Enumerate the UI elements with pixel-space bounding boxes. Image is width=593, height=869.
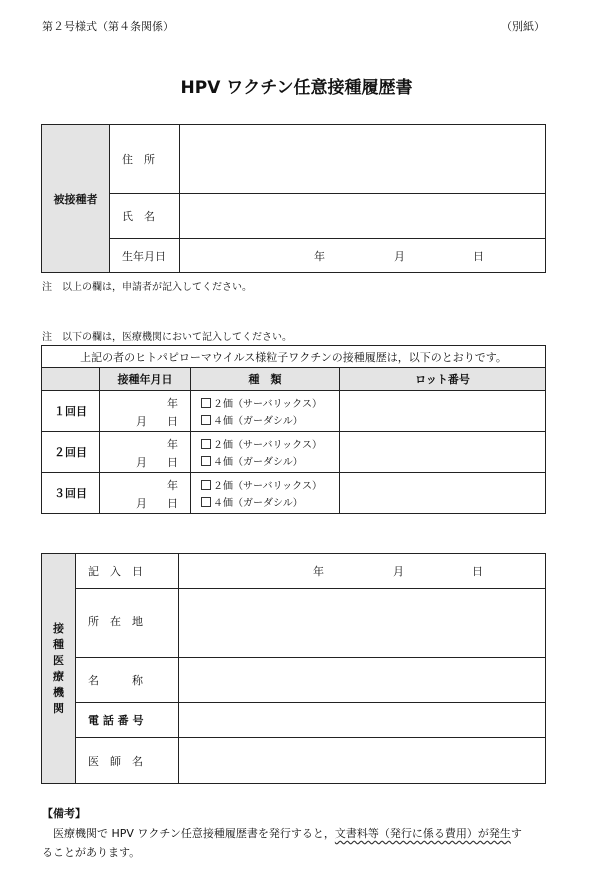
- date-year: 年: [167, 438, 178, 451]
- history-header-blank: [42, 368, 100, 391]
- table-row: [42, 473, 546, 514]
- institution-table: [41, 553, 546, 784]
- table-row: [42, 432, 546, 473]
- institution-char: 種: [53, 637, 64, 651]
- header-vaccine-type: 種 類: [191, 368, 340, 391]
- header-lot-number: ロット番号: [340, 368, 546, 391]
- location-label: 所 在 地: [76, 589, 179, 658]
- phone-field[interactable]: [179, 703, 546, 738]
- fill-date-label: 記 入 日: [76, 554, 179, 589]
- dob-year: 年: [314, 249, 325, 263]
- vaccination-history-table: [41, 345, 546, 514]
- doctor-field[interactable]: [179, 738, 546, 784]
- vaccine-type-cell: [191, 473, 340, 514]
- lot-number-field[interactable]: [340, 473, 546, 514]
- bivalent-label: ２価（サーバリックス）: [213, 399, 322, 410]
- date-day: 日: [167, 497, 178, 510]
- bivalent-label: ２価（サーバリックス）: [213, 440, 322, 451]
- bivalent-checkbox[interactable]: [201, 398, 211, 408]
- remarks-line1c: す: [510, 827, 522, 840]
- dose-label: ３回目: [42, 473, 100, 514]
- dose-date-field[interactable]: [100, 432, 191, 473]
- date-month: 月: [136, 415, 147, 428]
- history-caption: 上記の者のヒトパピローマウイルス様粒子ワクチンの接種履歴は，以下のとおりです。: [42, 346, 546, 368]
- vaccine-type-cell: [191, 391, 340, 432]
- lot-number-field[interactable]: [340, 391, 546, 432]
- attachment-label: （別紙）: [501, 20, 545, 33]
- dose-date-field[interactable]: [100, 391, 191, 432]
- date-day: 日: [167, 415, 178, 428]
- dob-field[interactable]: [180, 239, 546, 273]
- remarks-line1a: 医療機関で HPV ワクチン任意接種履歴書を発行すると，: [53, 827, 335, 840]
- institution-section-label: [42, 554, 76, 784]
- remarks-text: [42, 824, 552, 862]
- fill-date-field[interactable]: [179, 554, 546, 589]
- quadrivalent-label: ４価（ガーダシル）: [213, 416, 303, 427]
- dob-day: 日: [473, 249, 484, 263]
- address-label: 住 所: [110, 125, 180, 194]
- dose-label: ２回目: [42, 432, 100, 473]
- quadrivalent-label: ４価（ガーダシル）: [213, 457, 303, 468]
- institution-name-label: 名 称: [76, 658, 179, 703]
- institution-char: 療: [53, 669, 64, 683]
- name-field[interactable]: [180, 194, 546, 239]
- recipient-table: [41, 124, 546, 273]
- page-title: HPV ワクチン任意接種履歴書: [180, 78, 413, 98]
- date-month: 月: [136, 456, 147, 469]
- institution-char: 接: [53, 621, 64, 635]
- phone-label: 電 話 番 号: [76, 703, 179, 738]
- name-label: 氏 名: [110, 194, 180, 239]
- note-institution: 注 以下の欄は，医療機関において記入してください。: [42, 332, 292, 343]
- date-year: 年: [167, 397, 178, 410]
- dose-date-field[interactable]: [100, 473, 191, 514]
- remarks-title: 【備考】: [42, 807, 86, 820]
- dob-month: 月: [394, 249, 405, 263]
- quadrivalent-label: ４価（ガーダシル）: [213, 498, 303, 509]
- header-vaccination-date: 接種年月日: [100, 368, 191, 391]
- fill-date-month: 月: [393, 565, 404, 578]
- fill-date-year: 年: [313, 565, 324, 578]
- lot-number-field[interactable]: [340, 432, 546, 473]
- institution-char: 機: [53, 685, 64, 699]
- location-field[interactable]: [179, 589, 546, 658]
- note-applicant: 注 以上の欄は，申請者が記入してください。: [42, 282, 252, 293]
- table-row: [42, 391, 546, 432]
- date-year: 年: [167, 479, 178, 492]
- date-day: 日: [167, 456, 178, 469]
- institution-char: 関: [53, 701, 64, 715]
- bivalent-checkbox[interactable]: [201, 480, 211, 490]
- quadrivalent-checkbox[interactable]: [201, 456, 211, 466]
- dob-label: 生年月日: [110, 239, 180, 273]
- dose-label: １回目: [42, 391, 100, 432]
- institution-char: 医: [53, 653, 64, 667]
- address-field[interactable]: [180, 125, 546, 194]
- bivalent-label: ２価（サーバリックス）: [213, 481, 322, 492]
- quadrivalent-checkbox[interactable]: [201, 497, 211, 507]
- form-number: 第２号様式（第４条関係）: [42, 20, 174, 33]
- recipient-section-label: 被接種者: [42, 125, 110, 273]
- institution-name-field[interactable]: [179, 658, 546, 703]
- vaccine-type-cell: [191, 432, 340, 473]
- fill-date-day: 日: [472, 565, 483, 578]
- bivalent-checkbox[interactable]: [201, 439, 211, 449]
- date-month: 月: [136, 497, 147, 510]
- remarks-fee-highlight: 文書料等（発行に係る費用）が発生: [334, 827, 511, 840]
- doctor-label: 医 師 名: [76, 738, 179, 784]
- quadrivalent-checkbox[interactable]: [201, 415, 211, 425]
- remarks-line2: ることがあります。: [42, 846, 141, 859]
